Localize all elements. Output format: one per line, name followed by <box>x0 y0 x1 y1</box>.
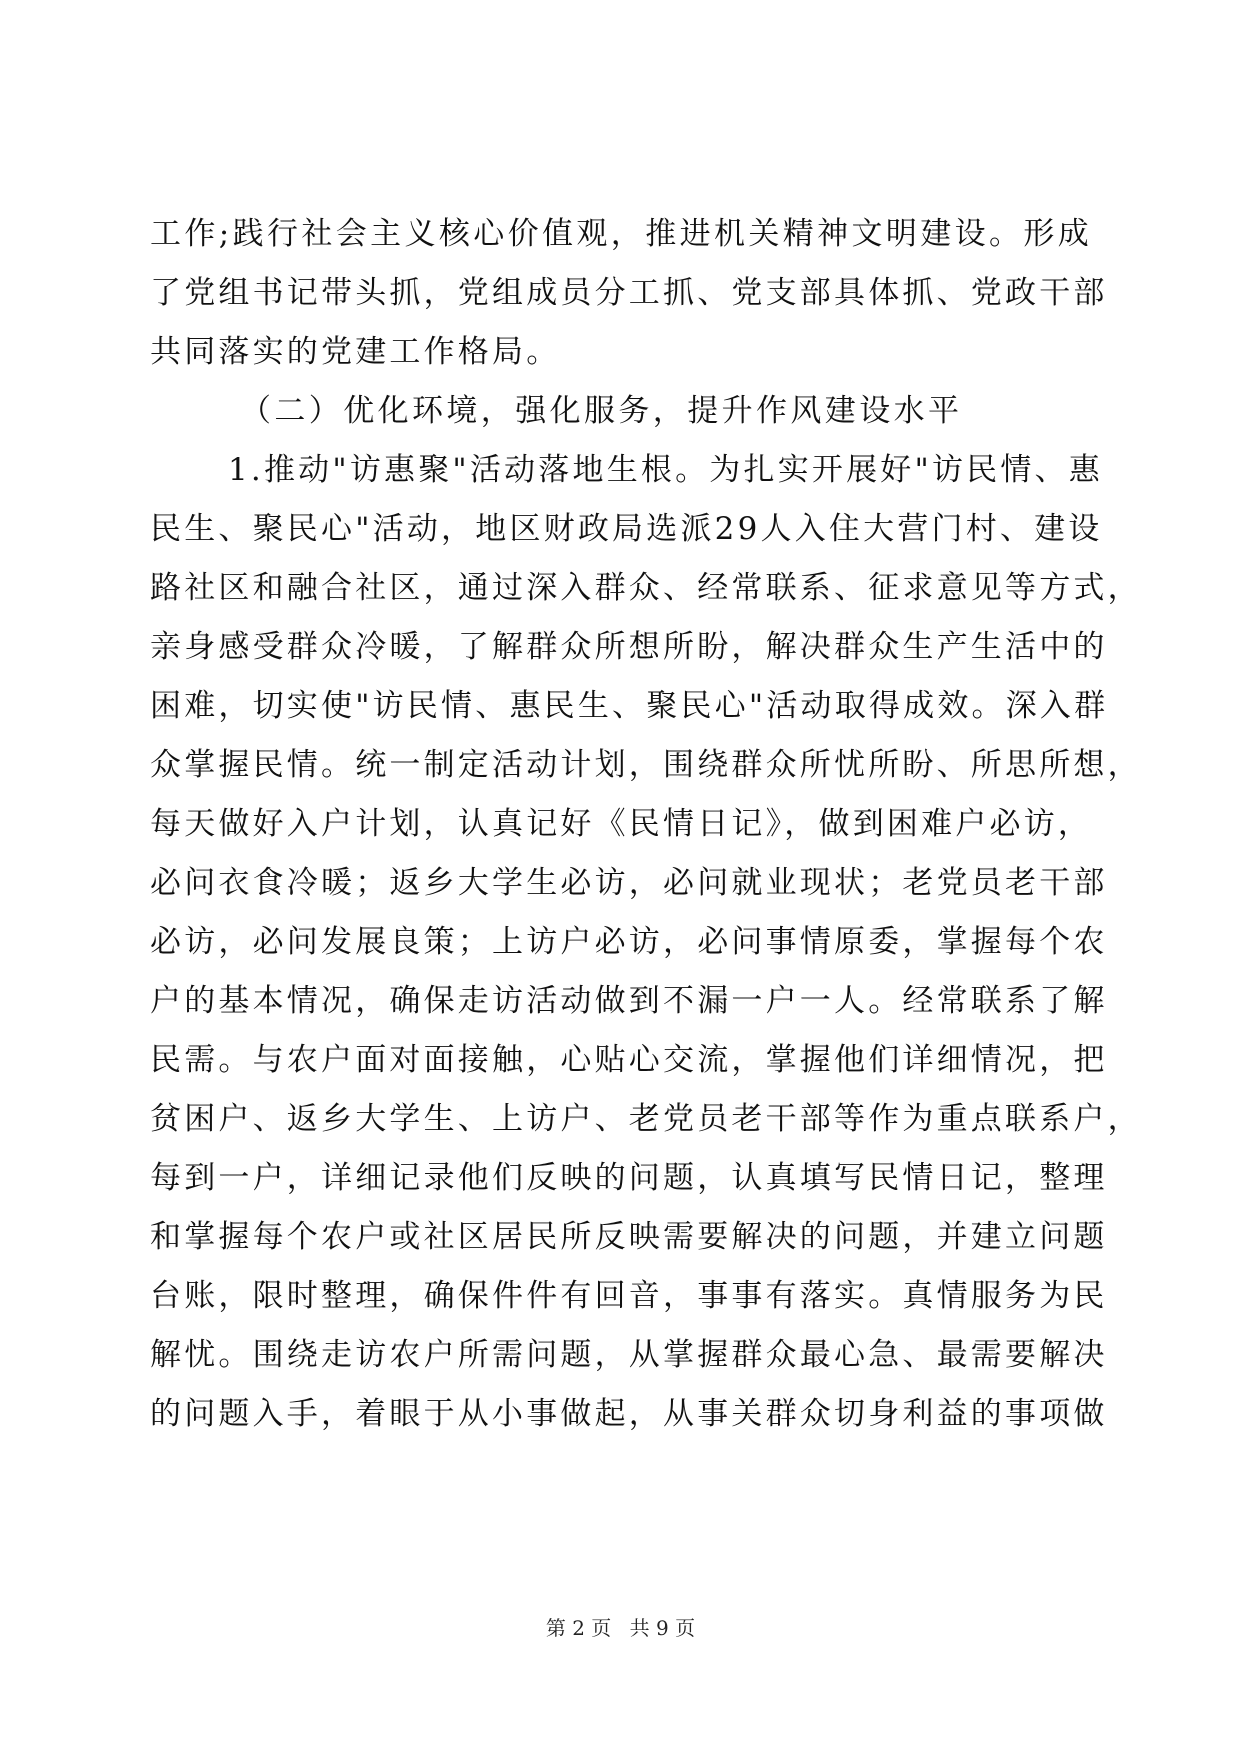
body-text-line: 民需。与农户面对面接触，心贴心交流，掌握他们详细情况，把 <box>150 1042 1108 1078</box>
body-text-line: 的问题入手，着眼于从小事做起，从事关群众切身利益的事项做 <box>150 1396 1108 1432</box>
page-number: 第 2 页 <box>545 1616 612 1640</box>
body-text-line: 户的基本情况，确保走访活动做到不漏一户一人。经常联系了解 <box>150 983 1108 1019</box>
body-text-line: 每到一户，详细记录他们反映的问题，认真填写民情日记，整理 <box>150 1160 1108 1196</box>
body-text-line: 民生、聚民心"活动，地区财政局选派29人入住大营门村、建设 <box>150 511 1103 547</box>
body-text-line: 路社区和融合社区，通过深入群众、经常联系、征求意见等方式， <box>150 570 1142 606</box>
body-text-line: 亲身感受群众冷暖，了解群众所想所盼，解决群众生产生活中的 <box>150 629 1108 665</box>
body-text-line: 共同落实的党建工作格局。 <box>150 334 561 370</box>
body-text-line: 每天做好入户计划，认真记好《民情日记》，做到困难户必访， <box>150 806 1093 842</box>
body-text-line: 必访，必问发展良策；上访户必访，必问事情原委，掌握每个农 <box>150 924 1108 960</box>
page-total: 共 9 页 <box>629 1616 696 1640</box>
page-footer <box>0 1615 1241 1641</box>
body-text-line: 必问衣食冷暖；返乡大学生必访，必问就业现状；老党员老干部 <box>150 865 1108 901</box>
body-text-line: 1.推动"访惠聚"活动落地生根。为扎实开展好"访民情、惠 <box>228 452 1103 488</box>
body-text-line: 台账，限时整理，确保件件有回音，事事有落实。真情服务为民 <box>150 1278 1108 1314</box>
section-heading: （二）优化环境，强化服务，提升作风建设水平 <box>240 393 963 429</box>
body-text-line: 众掌握民情。统一制定活动计划，围绕群众所忧所盼、所思所想， <box>150 747 1142 783</box>
body-text-line: 贫困户、返乡大学生、上访户、老党员老干部等作为重点联系户， <box>150 1101 1142 1137</box>
body-text-line: 和掌握每个农户或社区居民所反映需要解决的问题，并建立问题 <box>150 1219 1108 1255</box>
body-text-line: 工作;践行社会主义核心价值观，推进机关精神文明建设。形成 <box>150 216 1092 252</box>
body-text-line: 了党组书记带头抓，党组成员分工抓、党支部具体抓、党政干部 <box>150 275 1108 311</box>
body-text-line: 困难，切实使"访民情、惠民生、聚民心"活动取得成效。深入群 <box>150 688 1109 724</box>
body-text-line: 解忧。围绕走访农户所需问题，从掌握群众最心急、最需要解决 <box>150 1337 1108 1373</box>
